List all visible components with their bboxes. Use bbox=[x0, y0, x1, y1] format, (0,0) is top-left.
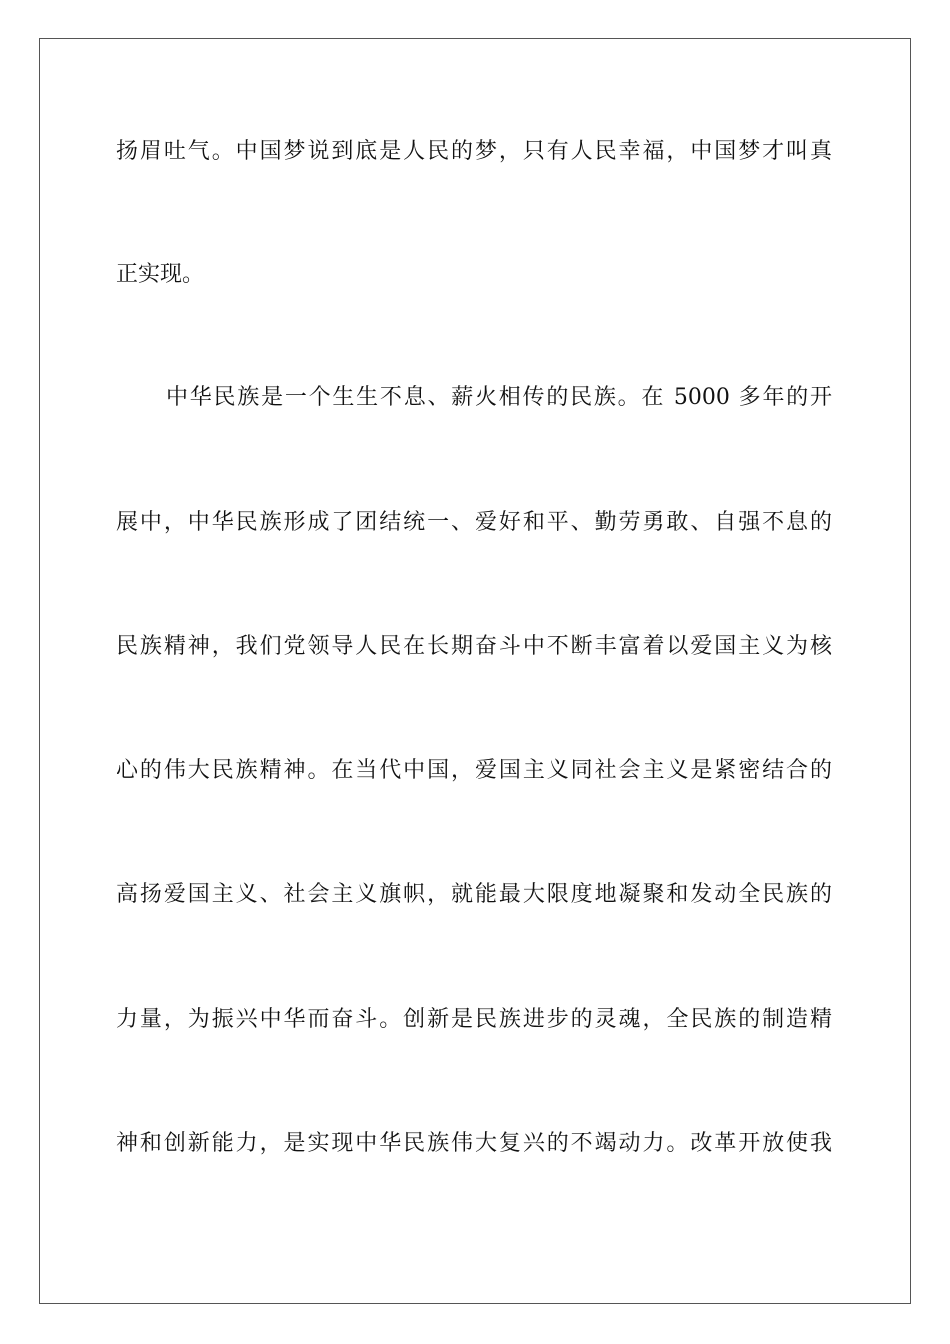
text-line: 神和创新能力，是实现中华民族伟大复兴的不竭动力。改革开放使我 bbox=[116, 1131, 832, 1156]
text-line: 高扬爱国主义、社会主义旗帜，就能最大限度地凝聚和发动全民族的 bbox=[116, 882, 832, 907]
text-line: 民族精神，我们党领导人民在长期奋斗中不断丰富着以爱国主义为核 bbox=[116, 634, 832, 659]
text-line: 力量，为振兴中华而奋斗。创新是民族进步的灵魂，全民族的制造精 bbox=[116, 1007, 832, 1032]
text-line: 正实现。 bbox=[116, 262, 205, 287]
page-border bbox=[39, 38, 911, 1304]
text-line: 扬眉吐气。中国梦说到底是人民的梦，只有人民幸福，中国梦才叫真 bbox=[116, 139, 832, 164]
paragraph-first-line: 中华民族是一个生生不息、薪火相传的民族。在 5000 多年的开 bbox=[166, 385, 832, 410]
text-line: 展中，中华民族形成了团结统一、爱好和平、勤劳勇敢、自强不息的 bbox=[116, 510, 832, 535]
text-line: 心的伟大民族精神。在当代中国，爱国主义同社会主义是紧密结合的 bbox=[116, 758, 832, 783]
